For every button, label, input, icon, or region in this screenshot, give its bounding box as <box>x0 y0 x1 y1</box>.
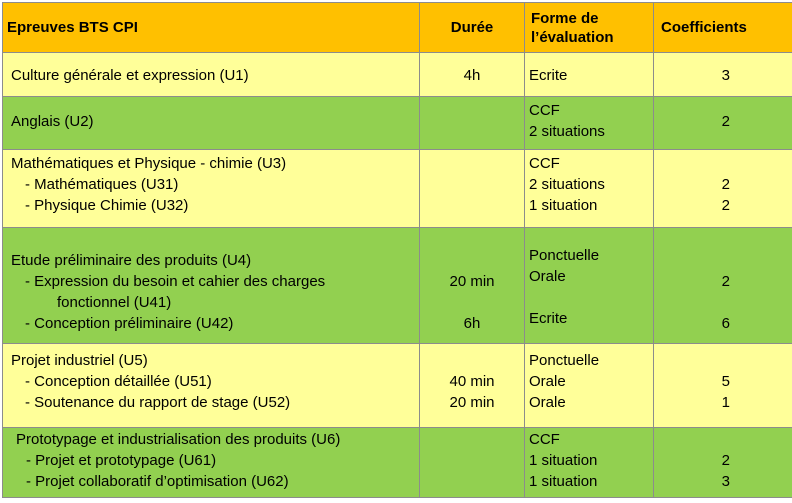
forme-cell <box>525 344 654 428</box>
forme-cell <box>525 97 654 150</box>
coef-cell <box>654 150 792 228</box>
forme-cell <box>525 150 654 228</box>
table-row <box>3 150 792 228</box>
duree-value: 20 min <box>449 394 495 411</box>
forme-cell <box>525 228 654 344</box>
duree-cell <box>420 97 525 150</box>
epreuve-sub: - Physique Chimie (U32) <box>25 197 189 214</box>
table-row <box>3 228 792 344</box>
forme-value: CCF <box>529 155 560 172</box>
duree-cell <box>420 53 525 97</box>
epreuve-cell <box>3 53 420 97</box>
forme-value: Ecrite <box>529 67 568 84</box>
epreuve-cell <box>3 428 420 498</box>
epreuve-title: Anglais (U2) <box>11 113 94 130</box>
epreuve-title: Projet industriel (U5) <box>11 352 148 369</box>
forme-value: 2 situations <box>529 123 605 140</box>
forme-value: Orale <box>529 268 566 285</box>
header-forme-line-2: l’évaluation <box>531 28 614 46</box>
coef-cell <box>654 97 792 150</box>
forme-value: 1 situation <box>529 452 598 469</box>
forme-value: 1 situation <box>529 197 598 214</box>
coef-value: 2 <box>721 197 730 214</box>
header-epreuves: Epreuves BTS CPI <box>3 3 420 53</box>
header-forme <box>525 3 654 53</box>
forme-cell <box>525 53 654 97</box>
duree-cell <box>420 150 525 228</box>
table-row <box>3 344 792 428</box>
forme-value: CCF <box>529 102 560 119</box>
header-forme-line-1: Forme de <box>531 9 599 27</box>
forme-value: Orale <box>529 394 566 411</box>
coef-cell <box>654 344 792 428</box>
forme-value: Ecrite <box>529 310 568 327</box>
duree-cell <box>420 344 525 428</box>
epreuve-cell <box>3 228 420 344</box>
table-row <box>3 97 792 150</box>
epreuve-title: Culture générale et expression (U1) <box>11 67 249 84</box>
coef-value: 1 <box>721 394 730 411</box>
coef-value: 3 <box>721 67 730 84</box>
epreuve-title: Mathématiques et Physique - chimie (U3) <box>11 155 287 172</box>
header-duree: Durée <box>420 3 525 53</box>
epreuve-sub: - Projet collaboratif d’optimisation (U62) <box>26 473 289 490</box>
epreuves-table <box>2 2 792 498</box>
header-row <box>3 3 792 53</box>
forme-value: 1 situation <box>529 473 598 490</box>
epreuve-sub: - Conception détaillée (U51) <box>25 373 212 390</box>
epreuve-cell <box>3 150 420 228</box>
epreuve-title: Prototypage et industrialisation des produits (U6) <box>16 431 341 448</box>
epreuve-sub: fonctionnel (U41) <box>57 294 172 311</box>
table-row <box>3 428 792 498</box>
coef-value: 6 <box>721 315 730 332</box>
coef-value: 5 <box>721 373 730 390</box>
epreuve-cell <box>3 344 420 428</box>
duree-cell <box>420 228 525 344</box>
duree-value: 40 min <box>449 373 495 390</box>
duree-value: 6h <box>463 315 481 332</box>
epreuve-title: Etude préliminaire des produits (U4) <box>11 252 252 269</box>
epreuve-sub: - Mathématiques (U31) <box>25 176 179 193</box>
forme-value: CCF <box>529 431 560 448</box>
coef-cell <box>654 53 792 97</box>
epreuve-sub: - Soutenance du rapport de stage (U52) <box>25 394 291 411</box>
table-row <box>3 53 792 97</box>
forme-value: 2 situations <box>529 176 605 193</box>
duree-value: 4h <box>463 67 481 84</box>
epreuve-sub: - Expression du besoin et cahier des charges <box>25 273 326 290</box>
duree-value: 20 min <box>449 273 495 290</box>
coef-value: 2 <box>721 452 730 469</box>
forme-value: Ponctuelle <box>529 247 600 264</box>
coef-value: 2 <box>721 176 730 193</box>
coef-cell <box>654 228 792 344</box>
epreuve-sub: - Projet et prototypage (U61) <box>26 452 217 469</box>
forme-value: Ponctuelle <box>529 352 600 369</box>
coef-value: 2 <box>721 113 730 130</box>
forme-cell <box>525 428 654 498</box>
coef-value: 3 <box>721 473 730 490</box>
forme-value: Orale <box>529 373 566 390</box>
duree-cell <box>420 428 525 498</box>
epreuve-sub: - Conception préliminaire (U42) <box>25 315 234 332</box>
coef-cell <box>654 428 792 498</box>
epreuve-cell <box>3 97 420 150</box>
coef-value: 2 <box>721 273 730 290</box>
header-coefficients: Coefficients <box>654 3 792 53</box>
